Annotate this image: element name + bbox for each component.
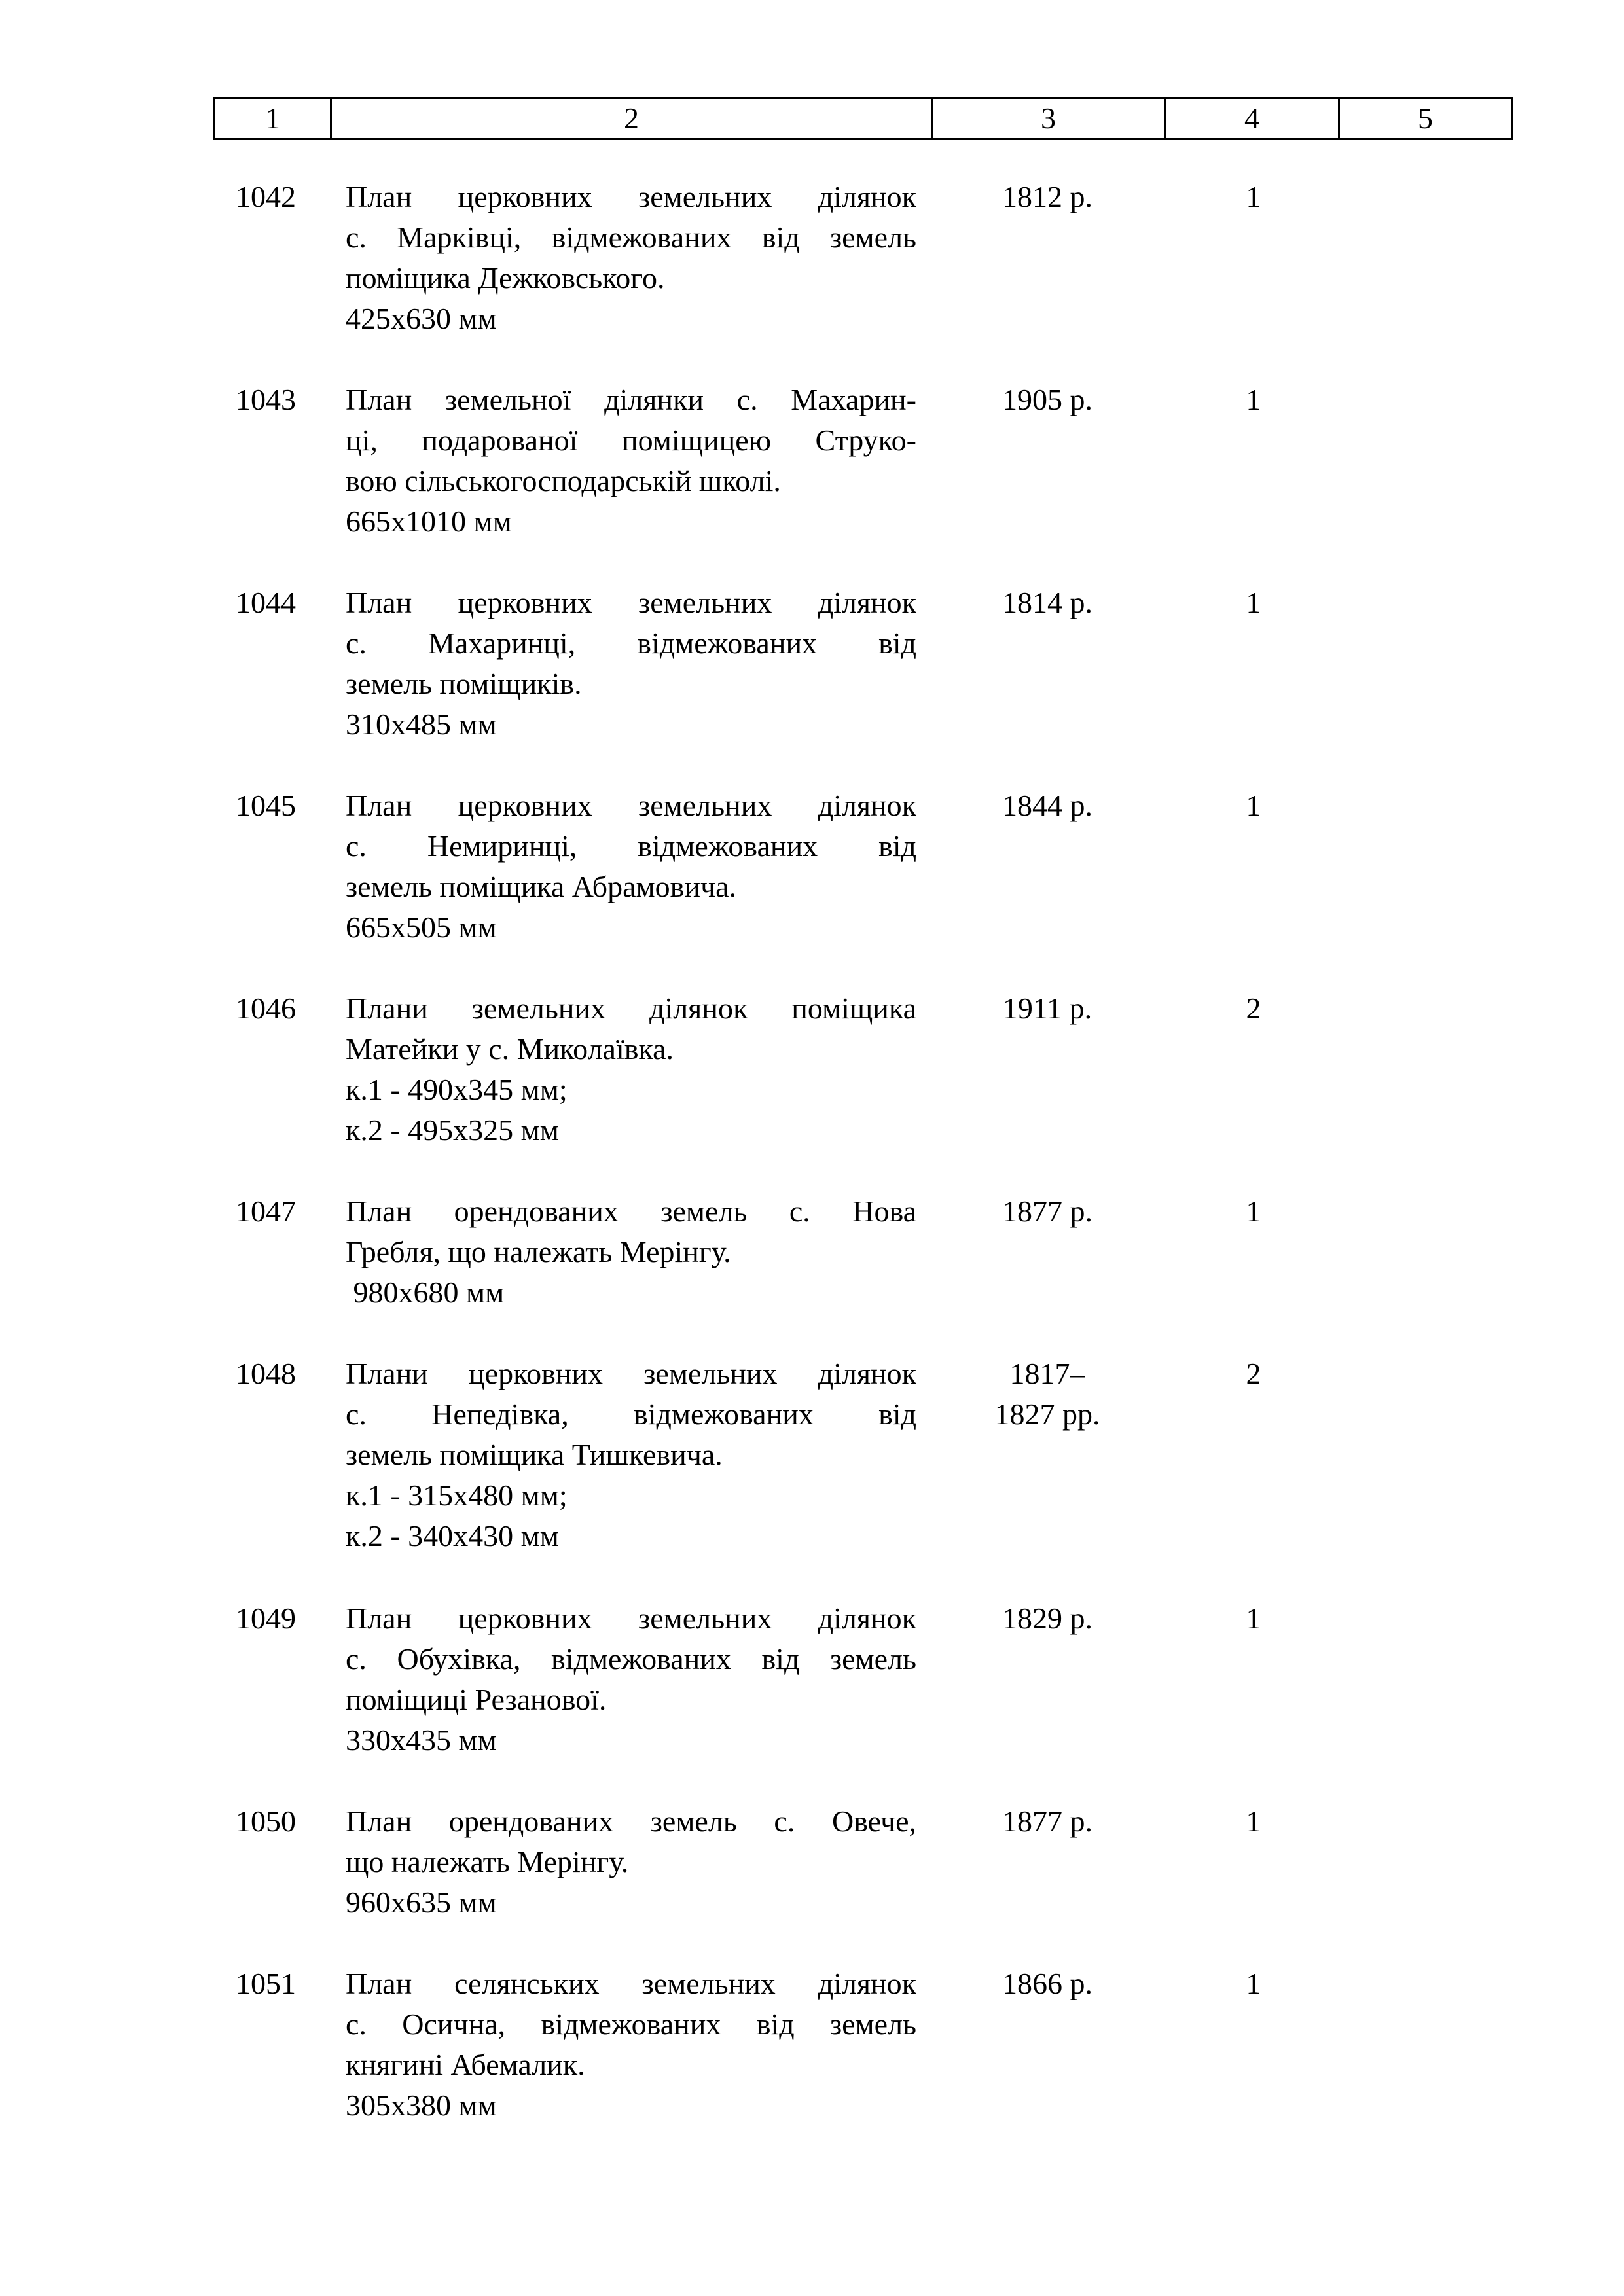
record-description [346, 177, 916, 339]
record-date [929, 583, 1165, 623]
record-date [929, 380, 1165, 420]
description-line: Матейки у с. Миколаївка. [346, 1032, 674, 1066]
date-line: 1905 р. [1002, 383, 1092, 416]
record-quantity: 1 [1246, 383, 1261, 416]
header-row [215, 98, 1512, 139]
description-line: вою сільськогосподарській школі. [346, 464, 781, 497]
description-line: План церковних земельних ділянок [346, 180, 916, 213]
record-description [346, 988, 916, 1151]
record-number: 1042 [236, 180, 296, 213]
description-line: Плани церковних земельних ділянок [346, 1357, 916, 1390]
dimensions: к.1 - 490х345 мм; [346, 1073, 568, 1106]
description-line: План церковних земельних ділянок [346, 1602, 916, 1635]
record-quantity: 2 [1246, 992, 1261, 1025]
dimensions: 980х680 мм [346, 1276, 505, 1309]
record-number: 1044 [236, 586, 296, 619]
description-line: що належать Мерінгу. [346, 1845, 629, 1878]
description-line: ці, подарованої поміщицею Струко- [346, 423, 916, 457]
record-number: 1051 [236, 1967, 296, 2000]
record-quantity: 1 [1246, 1194, 1261, 1228]
description-line: План церковних земельних ділянок [346, 586, 916, 619]
record-number: 1045 [236, 789, 296, 822]
record-date [929, 1598, 1165, 1639]
dimensions: 665х505 мм [346, 910, 497, 944]
record-quantity: 1 [1246, 180, 1261, 213]
record-quantity: 1 [1246, 1602, 1261, 1635]
record-quantity: 1 [1246, 789, 1261, 822]
date-line: 1866 р. [1002, 1967, 1092, 2000]
date-line: 1814 р. [1002, 586, 1092, 619]
header-col-4: 4 [1165, 98, 1339, 139]
dimensions: к.1 - 315х480 мм; [346, 1479, 568, 1512]
description-line: с. Обухівка, відмежованих від земель [346, 1642, 916, 1676]
record-description [346, 785, 916, 948]
record-date [929, 785, 1165, 826]
record-quantity: 1 [1246, 1804, 1261, 1838]
record-description [346, 1598, 916, 1761]
record-quantity: 1 [1246, 1967, 1261, 2000]
dimensions: 330х435 мм [346, 1723, 497, 1757]
date-line: 1844 р. [1002, 789, 1092, 822]
record-description [346, 1964, 916, 2126]
record-quantity: 2 [1246, 1357, 1261, 1390]
description-line: с. Махаринці, відмежованих від [346, 626, 916, 660]
description-line: План селянських земельних ділянок [346, 1967, 916, 2000]
record-number: 1050 [236, 1804, 296, 1838]
description-line: поміщиці Резанової. [346, 1683, 607, 1716]
dimensions: 305х380 мм [346, 2089, 497, 2122]
record-date [929, 1801, 1165, 1842]
date-line: 1829 р. [1002, 1602, 1092, 1635]
description-line: План орендованих земель с. Овече, [346, 1804, 916, 1838]
date-line: 1911 р. [1002, 992, 1092, 1025]
dimensions: 425х630 мм [346, 302, 497, 335]
header-col-2: 2 [331, 98, 932, 139]
header-col-1: 1 [215, 98, 331, 139]
dimensions: 960х635 мм [346, 1886, 497, 1919]
date-line: 1877 р. [1002, 1194, 1092, 1228]
date-line: 1827 рр. [994, 1397, 1100, 1431]
record-description [346, 1801, 916, 1923]
date-line: 1877 р. [1002, 1804, 1092, 1838]
dimensions: к.2 - 340х430 мм [346, 1519, 559, 1552]
record-description [346, 583, 916, 745]
description-line: с. Немиринці, відмежованих від [346, 829, 916, 863]
date-line: 1812 р. [1002, 180, 1092, 213]
record-quantity: 1 [1246, 586, 1261, 619]
record-date [929, 1964, 1165, 2004]
record-description [346, 1354, 916, 1556]
description-line: с. Марківці, відмежованих від земель [346, 221, 916, 254]
description-line: План орендованих земель с. Нова [346, 1194, 916, 1228]
record-number: 1046 [236, 992, 296, 1025]
dimensions: к.2 - 495х325 мм [346, 1113, 559, 1147]
header-col-3: 3 [932, 98, 1165, 139]
record-description [346, 380, 916, 542]
record-date [929, 988, 1165, 1029]
record-date [929, 1191, 1165, 1232]
dimensions: 665х1010 мм [346, 505, 512, 538]
date-line: 1817– [1009, 1357, 1085, 1390]
description-line: с. Осична, відмежованих від земель [346, 2007, 916, 2041]
description-line: земель поміщика Абрамовича. [346, 870, 736, 903]
description-line: поміщика Дежковського. [346, 261, 665, 295]
description-line: План земельної ділянки с. Махарин- [346, 383, 916, 416]
description-line: Плани земельних ділянок поміщика [346, 992, 916, 1025]
description-line: План церковних земельних ділянок [346, 789, 916, 822]
header-col-5: 5 [1339, 98, 1512, 139]
record-number: 1043 [236, 383, 296, 416]
record-description [346, 1191, 916, 1313]
description-line: земель поміщика Тишкевича. [346, 1438, 723, 1471]
record-date [929, 177, 1165, 217]
record-number: 1047 [236, 1194, 296, 1228]
record-number: 1049 [236, 1602, 296, 1635]
description-line: земель поміщиків. [346, 667, 582, 700]
record-number: 1048 [236, 1357, 296, 1390]
description-line: Гребля, що належать Мерінгу. [346, 1235, 731, 1268]
dimensions: 310х485 мм [346, 708, 497, 741]
description-line: с. Непедівка, відмежованих від [346, 1397, 916, 1431]
description-line: княгині Абемалик. [346, 2048, 585, 2081]
column-header-table [213, 97, 1513, 140]
record-date [929, 1354, 1165, 1435]
